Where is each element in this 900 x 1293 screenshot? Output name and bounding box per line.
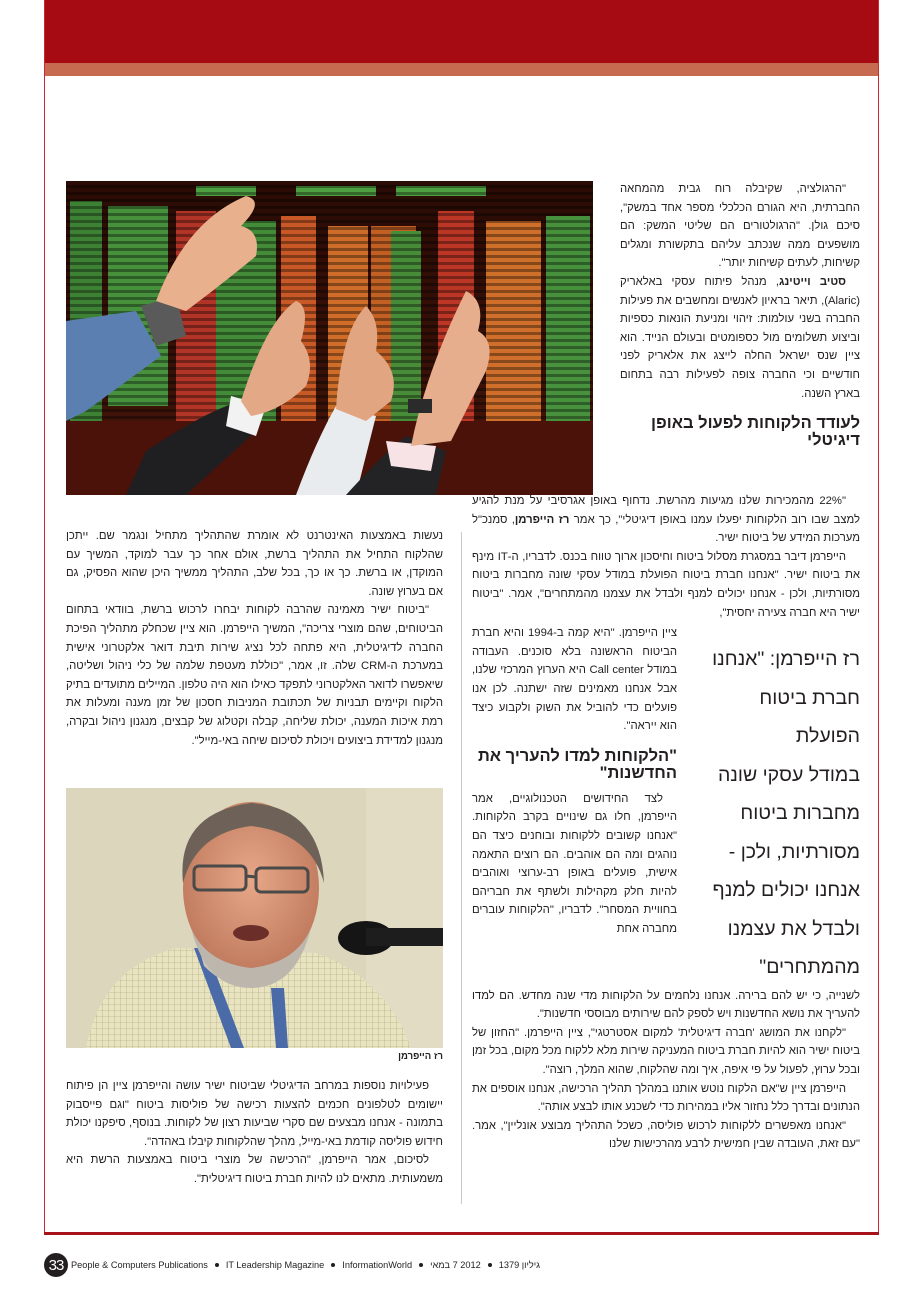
pull-quote-line: חברת ביטוח הפועלת (759, 686, 860, 748)
pull-quote-line: מהמתחרים" (759, 956, 860, 979)
section-heading: "הלקוחות למדו להעריך את החדשנות" (477, 746, 677, 782)
footer-issue: גיליון 1379 (498, 1260, 541, 1270)
bullet-icon (419, 1263, 423, 1267)
section-heading: לעודד הלקוחות לפעול באופן דיגיטלי (651, 414, 860, 450)
left-column-text-2 (66, 1077, 443, 1189)
middle-narrow-text (472, 624, 677, 736)
right-column-flow (620, 180, 860, 449)
paragraph: "ביטוח ישיר מאמינה שהרבה לקוחות יבחרו לרכוש ברשת, בוודאי בתחום הביטוחים, שהם מוצרי צריכה", המשיך הייפרמן. הוא ציין שכחלק מתהליך הפיכת החברה לדיגיטלית, היא פתחה לכל נציג שירות תיבת דואר אלקטרוני אישית במערכת ה-CRM שלה. זו, אמר, "כוללת מעטפת שלמה של כלי ניהול ושליטה, שיאפשרו לדואר האלקטרוני לתפקד כאילו הוא היה טלפון. המיילים מתועדים בתיק הלקוח וקיימים תבניות של תכתובת המניבות חסכון של זמן מענה ומעלות את רמת איכות המענה, יכולת שליחה, קבלה וקטלוג של קבצים, מנגנון ניהול ובקרה, מנגנון למדידת ביצועים ויכולת לסיכום שיחה באי-מייל". (66, 604, 443, 747)
bullet-icon (215, 1263, 219, 1267)
pull-quote-line: במודל עסקי שונה (717, 763, 860, 786)
bullet-icon (488, 1263, 492, 1267)
middle-narrow-column (472, 624, 677, 987)
pull-quote-line: רז הייפרמן: "אנחנו (712, 648, 860, 671)
paragraph: פעילויות נוספות במרחב הדיגיטלי שביטוח ישיר עושה והייפרמן ציין הן פיתוח יישומים לטלפונים חכמים להצעות רכישה של פוליסות ביטוח "וגם פייסבוק בתמונה - אנחנו מבצעים שם סקרי שביעות רצון של לקוחות. בנוסף, סיפקנו יכולת חידוש פוליסה קודמת באי-מייל, מהלך שהלקוחות קיבלו באהדה". (66, 1080, 443, 1148)
paragraph (620, 273, 860, 403)
bullet-icon (331, 1263, 335, 1267)
page-number: 33 (44, 1253, 68, 1277)
paragraph: "הרגולציה, שקיבלה רוח גבית מהמחאה החברתית, היא הגורם הכלכלי מספר אחד במשק", סיכם גולן. "הרגולטורים הם שליטי המשק: הם מושפעים ממה שנכתב עליהם בתקשורת ומגלים קשיחות, לעתים קשיחות יותר". (620, 183, 860, 270)
paragraph-text: "22% מהמכירות שלנו מגיעות מהרשת. נדחוף באופן אגרסיבי על מנת להגיע למצב שבו רוב הלקוחות יפעלו עמנו באופן דיגיטלי", כך אמר (472, 495, 861, 526)
raz-heiferman-portrait-image (66, 788, 443, 1048)
spacer (472, 736, 677, 748)
photo-caption: רז הייפרמן (398, 1051, 443, 1062)
middle-bottom-text (472, 987, 860, 1154)
column-separator (461, 532, 462, 1204)
trading-photo (66, 181, 593, 495)
left-column-text (66, 527, 443, 750)
pull-quote-line: מסורתיות, ולכן - (728, 840, 860, 863)
bottom-rule (44, 1232, 879, 1235)
middle-wide-text (472, 492, 860, 622)
right-column-text (620, 180, 860, 403)
paragraph: ציין הייפרמן. "היא קמה ב-1994 והיא חברת הביטוח הראשונה בלא סוכנים. העבודה במודל Call center היא הערוץ המרכזי שלנו, אבל אנחנו מאמינים שזה ישתנה. לכן אנו פועלים כדי להוביל את השוק ולקבוע כיצד הוא ייראה". (472, 627, 677, 733)
pull-quote-line: אנחנו יכולים למנף (712, 879, 860, 902)
paragraph-text: , סמנכ"ל מערכות המידע של ביטוח ישיר. (472, 513, 860, 545)
footer-publisher: People & Computers Publications (71, 1260, 208, 1270)
pull-quote (690, 624, 860, 987)
paragraph: לצד החידושים הטכנולוגיים, אמר הייפרמן, חלו גם שינויים בקרב הלקוחות. "אנחנו קשובים ללקוחות ובוחנים כיצד הם נוהגים ומה הם אוהבים. הם רוצים התאמה אישית, פועלים באופן רב-ערוצי ואוהבים להיות חלק מקהילות ולשתף את חבריהם בחוויית המסחר". לדבריו, "הלקוחות עוברים מחברה אחת (472, 792, 677, 935)
paragraph: "לקחנו את המושג 'חברה דיגיטלית' למקום אסטרטגי", ציין הייפרמן. "החזון של ביטוח ישיר הוא להיות חברת ביטוח המעניקה שירות מלא ללקוח מכל מקום, בכל זמן ובכל ערוץ, לפעול על פי איפה, איך ומה שהלקוח, שהוא המלך, רוצה". (472, 1026, 860, 1077)
footer-site: InformationWorld (342, 1260, 413, 1270)
paragraph (472, 492, 860, 548)
stock-exchange-hands-image (66, 181, 593, 495)
pull-quote-line: ולבדל את עצמנו (727, 917, 860, 940)
middle-narrow-text-2 (472, 790, 677, 939)
middle-split-row (472, 624, 860, 987)
paragraph: הייפרמן ציין ש"אם הלקוח נוטש אותנו במהלך תהליך הרכישה, אנחנו אוספים את הנתונים ובדרך כלל נחזור אליו במהירות כדי לשכנע אותו לבצע אותה". (472, 1082, 860, 1114)
portrait-photo (66, 788, 443, 1048)
footer-magazine: IT Leadership Magazine (225, 1260, 325, 1270)
person-name: רז הייפרמן (514, 513, 570, 526)
paragraph-text: , מנהל פיתוח עסקי באלאריק (Alaric), תיאר בראיון לאנשים ומחשבים את פעילות החברה בשני עולמות: זיהוי ומניעת הונאות כספיות וביצוע תשלומים מול כספומטים ובעולם הנייד. הוא ציין שנס ישראל החלה לייצג את אלאריק לפני חודשיים וכי החברה צופה לפעילות רבה בתחום בארץ השנה. (620, 275, 860, 400)
middle-column-flow (472, 492, 860, 1154)
page-footer (44, 1253, 540, 1277)
footer-date: 2012 7 במאי (430, 1260, 481, 1270)
paragraph: "אנחנו מאפשרים ללקוחות לרכוש פוליסה, כשכל התהליך מבוצע אונליין", אמר. "עם זאת, העובדה שבין חמישית לרבע מהרכישות שלנו (472, 1119, 860, 1151)
spacer (472, 782, 677, 790)
person-name: סטיב וייטינג (779, 275, 846, 288)
pull-quote-line: מחברות ביטוח (740, 802, 860, 825)
paragraph: הייפרמן דיבר במסגרת מסלול ביטוח וחיסכון ארוך טווח בכנס. לדבריו, ה-IT מינף את ביטוח ישיר. "אנחנו חברת ביטוח הפועלת במודל עסקי שונה מחברות ביטוח מסורתיות, ולכן - אנחנו יכולים למנף ולבדל את עצמנו מהמתחרים", אמר. "ביטוח ישיר היא חברה צעירה יחסית", (472, 550, 860, 619)
paragraph: נעשות באמצעות האינטרנט לא אומרת שהתהליך מתחיל ונגמר שם. ייתכן שהלקוח התחיל את התהליך ברשת, אולם אחר כך עבר למוקד, המשיך עם המוקדן, או ברשת. כך או כך, בכל שלב, התהליך ממשיך היכן שהוא הפסיק, גם אם בערוץ שונה. (66, 530, 443, 598)
paragraph: לשנייה, כי יש להם ברירה. אנחנו נלחמים על הלקוחות מדי שנה מחדש. הם למדו להעריך את נושא החדשנות ויש לספק להם שירותים מבוססי חדשנות". (472, 989, 860, 1021)
paragraph: לסיכום, אמר הייפרמן, "הרכישה של מוצרי ביטוח באמצעות הרשת היא משמעותית. מתאים לנו להיות חברת ביטוח דיגיטלית". (66, 1154, 443, 1185)
